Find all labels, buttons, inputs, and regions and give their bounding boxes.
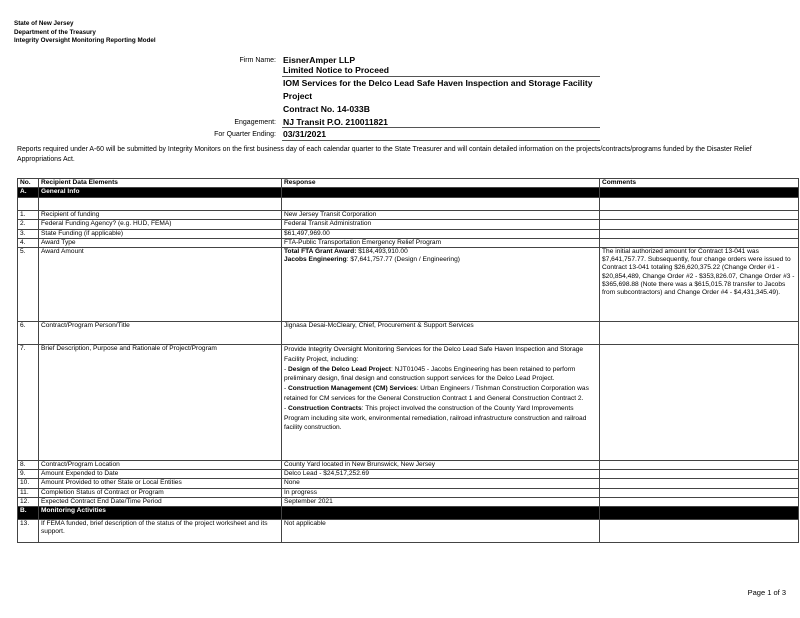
- engagement-value: NJ Transit P.O. 210011821: [283, 117, 388, 127]
- row-comments: [600, 479, 799, 488]
- section-a-row: [18, 188, 799, 198]
- response-text: : NJT01045 - Jacobs Engineering has been retained to perform preliminary design, final design and construction support services for the Delco Lead Project.: [284, 365, 576, 383]
- row-comments: [600, 461, 799, 470]
- row-response: Delco Lead - $24,517,252.69: [282, 470, 600, 479]
- row-element: If FEMA funded, brief description of the status of the project worksheet and its support.: [39, 520, 282, 543]
- report-table: [17, 178, 799, 543]
- row-response: $61,497,969.00: [282, 229, 600, 238]
- row-response: In progress: [282, 488, 600, 497]
- firm-label: Firm Name:: [239, 57, 276, 64]
- col-header-no: No.: [18, 179, 39, 188]
- table-row: [18, 322, 799, 345]
- response-text: : This project involved the construction of the County Yard Improvements Program including site work, environmental remediation, railroad infrastructure construction and railroad facility construction.: [284, 404, 587, 432]
- table-row: [18, 488, 799, 497]
- spacer-row: [18, 198, 799, 211]
- row-no: 3.: [18, 229, 39, 238]
- response-text: : Urban Engineers / Tishman Construction Corporation was retained for CM services for the General Construction Contract 1 and General Construction Contract 2.: [284, 385, 589, 402]
- table-row: [18, 248, 799, 322]
- row-response: Not applicable: [282, 520, 600, 543]
- row-comments: [600, 470, 799, 479]
- row-response: Federal Transit Administration: [282, 220, 600, 229]
- row-response: None: [282, 479, 600, 488]
- section-label: Monitoring Activities: [39, 507, 282, 520]
- response-intro: Provide Integrity Oversight Monitoring Services for the Delco Lead Safe Haven Inspection and Storage Facility Project, including:: [284, 346, 584, 363]
- table-row: [18, 520, 799, 543]
- col-header-comments: Comments: [600, 179, 799, 188]
- row-comments: [600, 220, 799, 229]
- section-label: General Info: [39, 188, 282, 198]
- page-number: Page 1 of 3: [747, 588, 786, 597]
- table-row: [18, 238, 799, 247]
- row-element: Brief Description, Purpose and Rationale of Project/Program: [39, 345, 282, 461]
- row-response: County Yard located in New Brunswick, New Jersey: [282, 461, 600, 470]
- row-no: 13.: [18, 520, 39, 543]
- row-no: 11.: [18, 488, 39, 497]
- section-no: B.: [18, 507, 39, 520]
- row-no: 1.: [18, 211, 39, 220]
- report-header: [14, 20, 156, 46]
- header-model: Integrity Oversight Monitoring Reporting Model: [14, 37, 156, 45]
- row-no: 9.: [18, 470, 39, 479]
- response-bold: Construction Management (CM) Services: [288, 385, 417, 393]
- row-response: Provide Integrity Oversight Monitoring Services for the Delco Lead Safe Haven Inspection and Storage Facility Project, including: - Design of the Delco Lead Project: NJT01045 - Jacobs Engineering has been retained to perform preliminary design, final design and construction support services for the Delco Lead Project. - Construction Management (CM) Services: Urban Engineers / Tishman Construction Corporation was retained for CM services for the General Construction Contract 1 and General Construction Contract 2. - Construction Contracts: This project involved the construction of the County Yard Improvements Program including site work, environmental remediation, railroad infrastructure construction and railroad facility construction.: [282, 345, 600, 461]
- firm-value: EisnerAmper LLP: [283, 55, 356, 65]
- row-element: Amount Expended to Date: [39, 470, 282, 479]
- contract-number: Contract No. 14-033B: [283, 104, 370, 114]
- engagement-label: Engagement:: [234, 119, 276, 126]
- row-no: 8.: [18, 461, 39, 470]
- row-comments: [600, 322, 799, 345]
- row-element: Contract/Program Person/Title: [39, 322, 282, 345]
- header-department: Department of the Treasury: [14, 28, 96, 36]
- row-element: State Funding (if applicable): [39, 229, 282, 238]
- row-comments: [600, 238, 799, 247]
- row-no: 5.: [18, 248, 39, 322]
- row-no: 12.: [18, 497, 39, 506]
- row-comments: [600, 211, 799, 220]
- row-element: Federal Funding Agency? (e.g. HUD, FEMA): [39, 220, 282, 229]
- table-row: [18, 461, 799, 470]
- row-no: 6.: [18, 322, 39, 345]
- section-no: A.: [18, 188, 39, 198]
- table-header-row: [18, 179, 799, 188]
- row-no: 4.: [18, 238, 39, 247]
- section-b-row: [18, 507, 799, 520]
- header-state: State of New Jersey: [14, 20, 74, 27]
- underline: [282, 140, 600, 141]
- row-element: Award Type: [39, 238, 282, 247]
- row-comments: [600, 520, 799, 543]
- response-bold: Construction Contracts: [288, 404, 362, 412]
- row-element: Contract/Program Location: [39, 461, 282, 470]
- row-no: 7.: [18, 345, 39, 461]
- notice-line: Limited Notice to Proceed: [283, 65, 390, 75]
- intro-paragraph: Reports required under A-60 will be submitted by Integrity Monitors on the first business day of each calendar quarter to the State Treasurer and will contain detailed information on the projects/contracts/programs funded by the Disaster Relief Appropriations Act.: [17, 146, 752, 163]
- row-response: Jignasa Desai-McCleary, Chief, Procurement & Support Services: [282, 322, 600, 345]
- row-response: September 2021: [282, 497, 600, 506]
- quarter-value: 03/31/2021: [283, 129, 327, 139]
- table-row: [18, 479, 799, 488]
- response-bold: Design of the Delco Lead Project: [288, 365, 391, 373]
- row-element: Award Amount: [39, 248, 282, 322]
- project-line-1: IOM Services for the Delco Lead Safe Haven Inspection and Storage Facility: [283, 78, 593, 88]
- quarter-label: For Quarter Ending:: [214, 131, 276, 138]
- underline: [282, 127, 600, 128]
- row-response: New Jersey Transit Corporation: [282, 211, 600, 220]
- row-response: [282, 248, 600, 322]
- table-row: [18, 345, 799, 461]
- project-line-2: Project: [283, 91, 313, 101]
- underline: [282, 76, 600, 77]
- response-text: : $7,641,757.77 (Design / Engineering): [346, 256, 460, 264]
- col-header-element: Recipient Data Elements: [39, 179, 282, 188]
- table-row: [18, 497, 799, 506]
- row-comments: [600, 488, 799, 497]
- row-no: 10.: [18, 479, 39, 488]
- col-header-response: Response: [282, 179, 600, 188]
- row-comments: The initial authorized amount for Contract 13-041 was $7,641,757.77. Subsequently, four change orders were issued to Contract 13-041 totaling $26,620,375.22 (Change Order #1 - $20,854,489, Change Order #2 - $353,826.07, Change Order #3 - $365,698.88 (Note there was a $615,015.78 transfer to Jacobs from subcontractors) and Change Order #4 - $4,431,345.49).: [600, 248, 799, 322]
- table-row: [18, 470, 799, 479]
- row-response: FTA-Public Transportation Emergency Relief Program: [282, 238, 600, 247]
- row-element: Recipient of funding: [39, 211, 282, 220]
- response-text: $184,493,910.00: [356, 248, 408, 256]
- table-row: [18, 220, 799, 229]
- table-row: [18, 229, 799, 238]
- row-element: Amount Provided to other State or Local Entities: [39, 479, 282, 488]
- response-bold: Jacobs Engineering: [284, 256, 347, 264]
- response-bold: Total FTA Grant Award:: [284, 248, 357, 256]
- row-comments: [600, 345, 799, 461]
- table-row: [18, 211, 799, 220]
- row-element: Completion Status of Contract or Program: [39, 488, 282, 497]
- row-comments: [600, 497, 799, 506]
- row-no: 2.: [18, 220, 39, 229]
- row-element: Expected Contract End Date/Time Period: [39, 497, 282, 506]
- row-comments: [600, 229, 799, 238]
